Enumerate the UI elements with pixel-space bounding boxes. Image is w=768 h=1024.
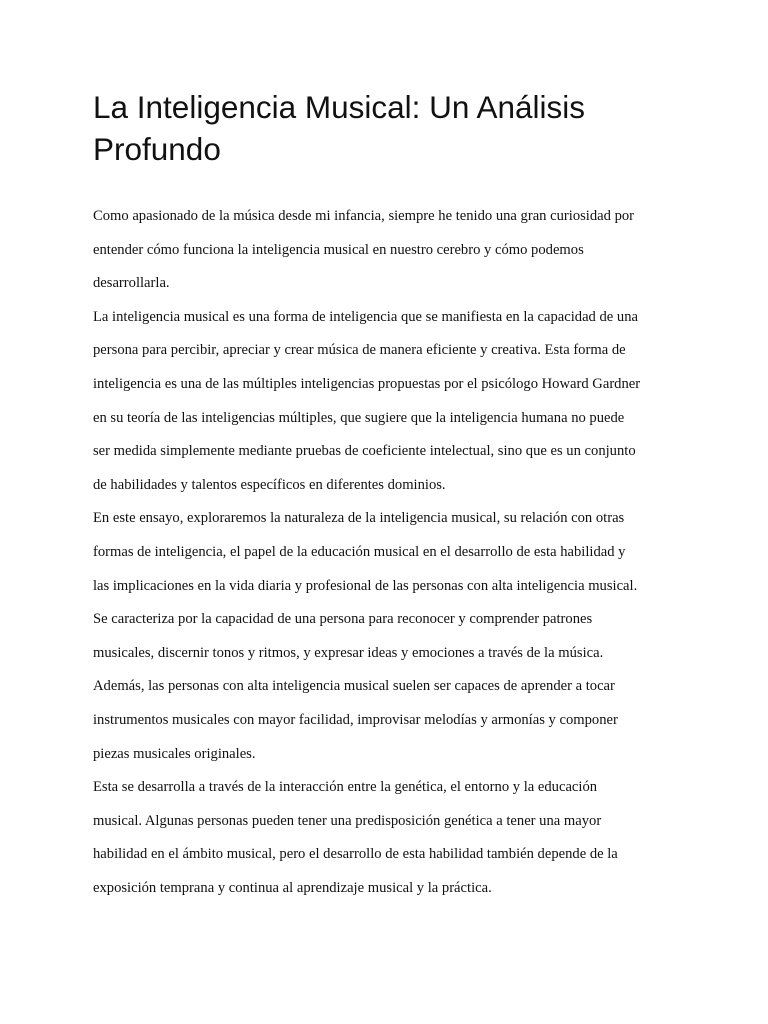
body-line: de habilidades y talentos específicos en diferentes dominios. — [93, 476, 446, 493]
body-line: En este ensayo, exploraremos la naturaleza de la inteligencia musical, su relación con otras — [93, 510, 625, 527]
title-line: La Inteligencia Musical: Un Análisis — [93, 89, 586, 125]
body-line: habilidad en el ámbito musical, pero el desarrollo de esta habilidad también depende de la — [93, 846, 618, 863]
body-line: persona para percibir, apreciar y crear música de manera eficiente y creativa. Esta forma de — [93, 342, 626, 359]
body-line: La inteligencia musical es una forma de inteligencia que se manifiesta en la capacidad de una — [93, 308, 638, 325]
body-line: exposición temprana y continua al aprendizaje musical y la práctica. — [93, 879, 492, 896]
body-line: formas de inteligencia, el papel de la educación musical en el desarrollo de esta habilidad y — [93, 543, 626, 560]
body-line: Como apasionado de la música desde mi infancia, siempre he tenido una gran curiosidad por — [93, 208, 635, 224]
body-line: las implicaciones en la vida diaria y profesional de las personas con alta inteligencia musical. — [93, 577, 638, 594]
document-body — [93, 200, 693, 905]
body-line: desarrollarla. — [93, 275, 170, 292]
body-line: Esta se desarrolla a través de la interacción entre la genética, el entorno y la educación — [93, 779, 598, 796]
document-title — [93, 86, 693, 170]
body-line: instrumentos musicales con mayor facilidad, improvisar melodías y armonías y componer — [93, 711, 618, 728]
body-line: piezas musicales originales. — [93, 745, 256, 762]
body-line: Se caracteriza por la capacidad de una persona para reconocer y comprender patrones — [93, 611, 593, 628]
body-line: Además, las personas con alta inteligencia musical suelen ser capaces de aprender a tocar — [93, 678, 615, 695]
body-line: en su teoría de las inteligencias múltiples, que sugiere que la inteligencia humana no puede — [93, 409, 625, 426]
body-line: musical. Algunas personas pueden tener una predisposición genética a tener una mayor — [93, 812, 602, 829]
body-line: musicales, discernir tonos y ritmos, y expresar ideas y emociones a través de la música. — [93, 644, 604, 661]
body-line: entender cómo funciona la inteligencia musical en nuestro cerebro y cómo podemos — [93, 241, 584, 258]
title-line: Profundo — [93, 131, 221, 167]
body-line: ser medida simplemente mediante pruebas de coeficiente intelectual, sino que es un conjunto — [93, 443, 636, 460]
body-line: inteligencia es una de las múltiples inteligencias propuestas por el psicólogo Howard Gardner — [93, 375, 641, 392]
